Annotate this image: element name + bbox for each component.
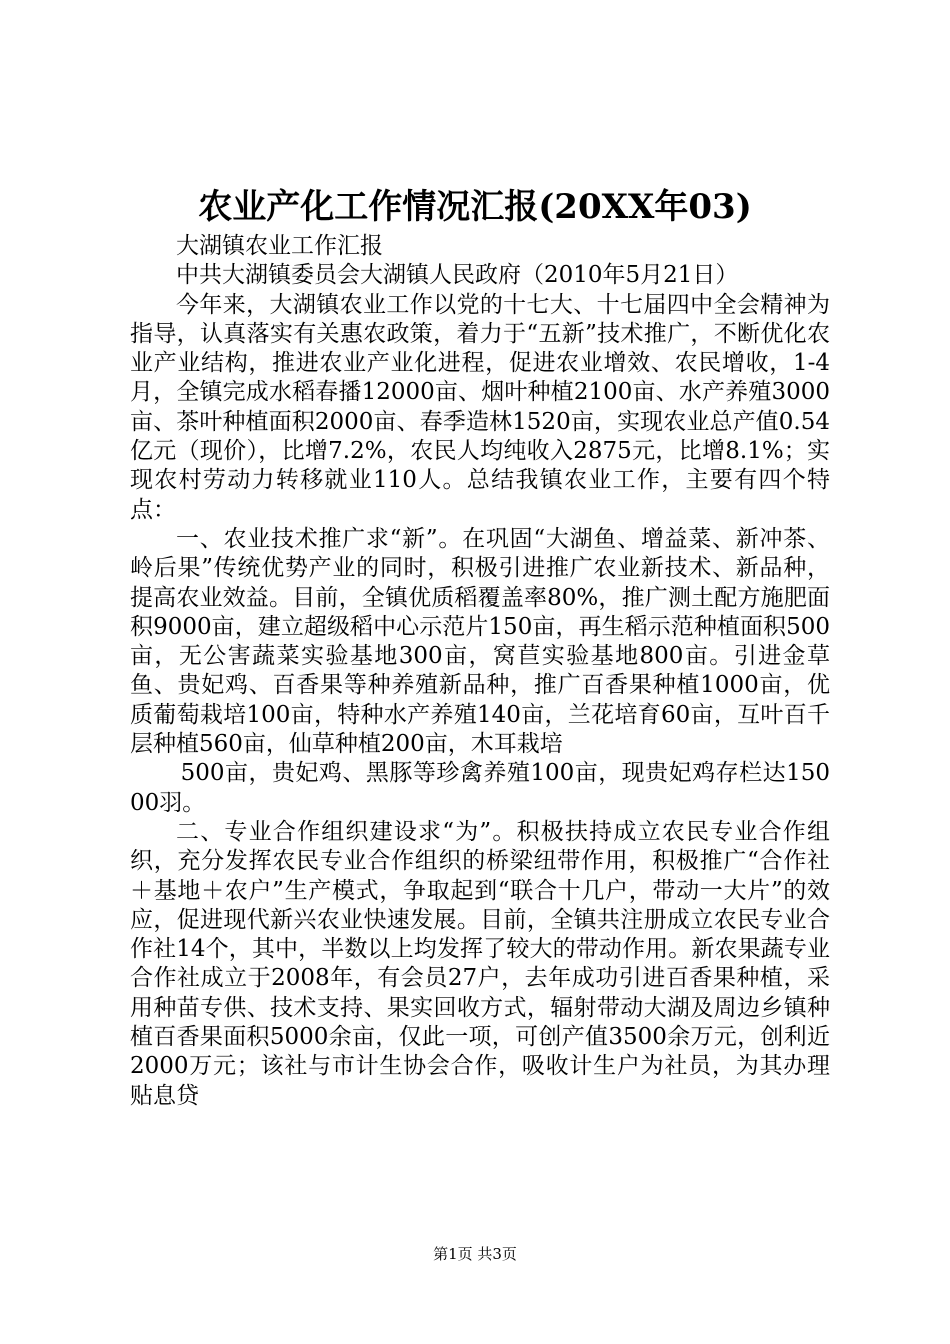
paragraph-point-one-continued: 500亩，贵妃鸡、黑豚等珍禽养殖100亩，现贵妃鸡存栏达15000羽。 — [130, 760, 830, 816]
paragraph-heading: 大湖镇农业工作汇报 — [176, 233, 383, 259]
paragraph-overview: 今年来，大湖镇农业工作以党的十七大、十七届四中全会精神为指导，认真落实有关惠农政策，着力于“五新”技术推广，不断优化农业产业结构，推进农业产业化进程，促进农业增效、农民增收，1-4月，全镇完成水稻春播12000亩、烟叶种植2100亩、水产养殖3000亩、茶叶种植面积2000亩、春季造林1520亩，实现农业总产值0.54亿元（现价），比增7.2%，农民人均纯收入2875元，比增8.1%；实现农村劳动力转移就业110人。总结我镇农业工作，主要有四个特点： — [130, 291, 830, 523]
document-title: 农业产化工作情况汇报(20XX年03) — [198, 187, 752, 227]
paragraph-point-one: 一、农业技术推广求“新”。在巩固“大湖鱼、增益菜、新冲茶、岭后果”传统优势产业的同时，积极引进推广农业新技术、新品种，提高农业效益。目前，全镇优质稻覆盖率80%，推广测土配方施肥面积9000亩，建立超级稻中心示范片150亩，再生稻示范种植面积500亩，无公害蔬菜实验基地300亩，窝苣实验基地800亩。引进金草鱼、贵妃鸡、百香果等种养殖新品种，推广百香果种植1000亩，优质葡萄栽培100亩，特种水产养殖140亩，兰花培育60亩，互叶百千层种植560亩，仙草种植200亩，木耳栽培 — [130, 525, 830, 758]
paragraph-issuer: 中共大湖镇委员会大湖镇人民政府（2010年5月21日） — [176, 262, 739, 289]
paragraph-point-two: 二、专业合作组织建设求“为”。积极扶持成立农民专业合作组织，充分发挥农民专业合作组织的桥梁纽带作用，积极推广“合作社＋基地＋农户”生产模式，争取起到“联合十几户，带动一大片”的效应，促进现代新兴农业快速发展。目前，全镇共注册成立农民专业合作社14个，其中，半数以上均发挥了较大的带动作用。新农果蔬专业合作社成立于2008年，有会员27户，去年成功引进百香果种植，采用种苗专供、技术支持、果实回收方式，辐射带动大湖及周边乡镇种植百香果面积5000余亩，仅此一项，可创产值3500余万元，创利近2000万元；该社与市计生协会合作，吸收计生户为社员，为其办理贴息贷 — [130, 818, 830, 1109]
page-footer: 第1页 共3页 — [433, 1245, 517, 1263]
document-body — [130, 232, 830, 1111]
